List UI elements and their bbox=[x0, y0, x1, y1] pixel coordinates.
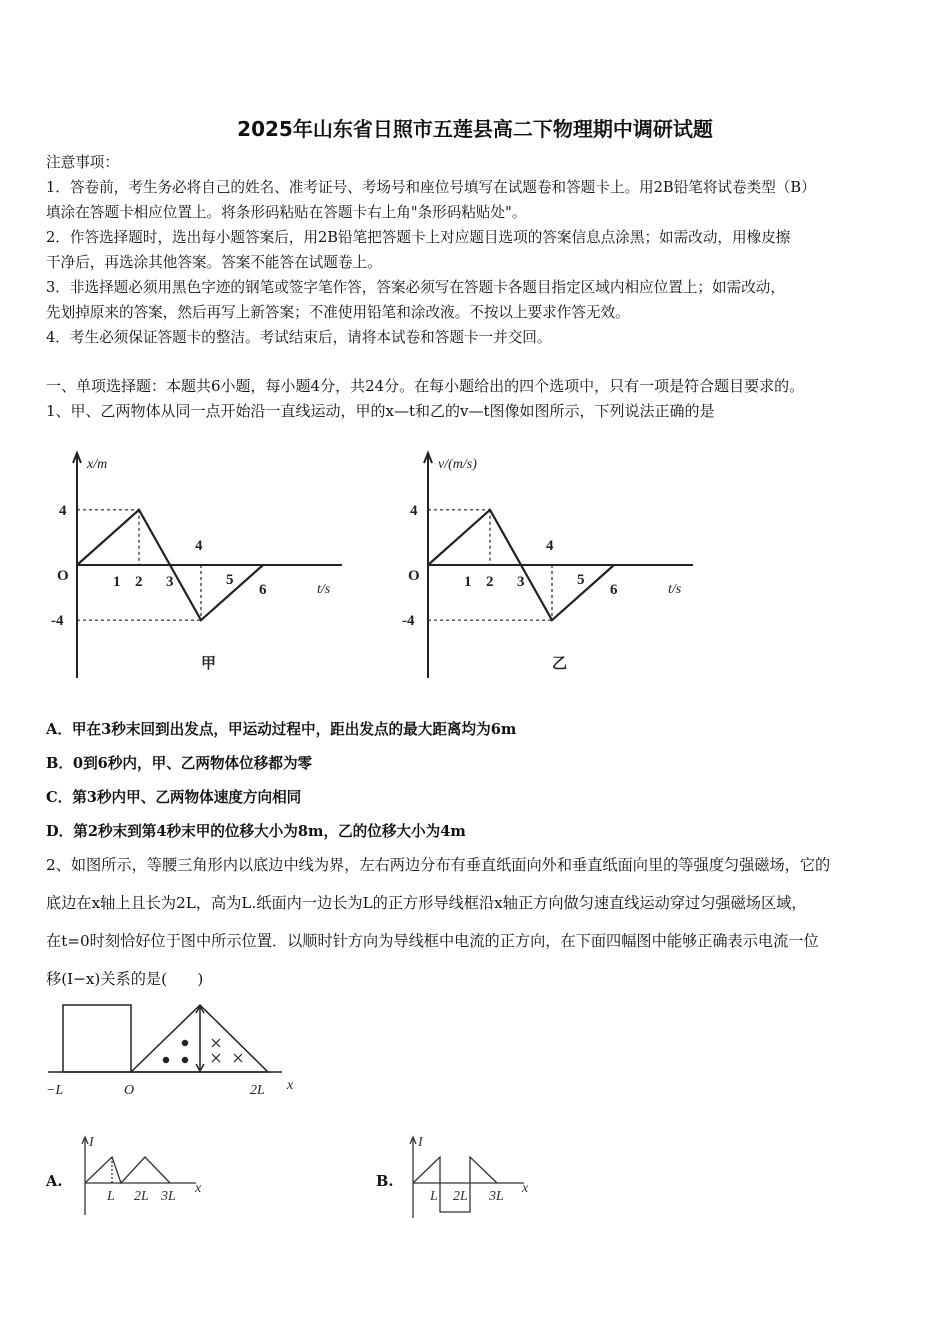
label-neg-l: −L bbox=[46, 1083, 64, 1098]
square-loop bbox=[63, 1005, 131, 1072]
x-tick-label: 4 bbox=[546, 538, 554, 554]
x-tick-label: 6 bbox=[259, 582, 267, 598]
axis-label-x: x bbox=[195, 1181, 202, 1196]
note-line: 填涂在答题卡相应位置上。将条形码粘贴在答题卡右上角"条形码粘贴处"。 bbox=[46, 204, 527, 221]
tick-label: L bbox=[107, 1189, 115, 1204]
choice-b-label: B. bbox=[376, 1173, 394, 1190]
current-curve bbox=[85, 1157, 170, 1183]
tick-label: 2L bbox=[453, 1189, 468, 1204]
question-2-line: 底边在x轴上且长为2L，高为L.纸面内一边长为L的正方形导线框沿x轴正方向做匀速直线运动穿过匀强磁场区域， bbox=[46, 894, 807, 912]
origin-label: O bbox=[57, 568, 69, 584]
x-tick-label: 2 bbox=[135, 574, 143, 590]
choice-a-label: A. bbox=[46, 1173, 63, 1190]
x-tick-label: 5 bbox=[226, 572, 234, 588]
y-tick-label: -4 bbox=[51, 613, 64, 630]
tick-label: 2L bbox=[134, 1189, 149, 1204]
graph-jia bbox=[51, 453, 342, 678]
note-line: 干净后，再选涂其他答案。答案不能答在试题卷上。 bbox=[46, 254, 382, 271]
y-tick-label: 4 bbox=[410, 502, 418, 519]
axis-label-i: I bbox=[89, 1135, 94, 1150]
x-axis-label: t/s bbox=[317, 582, 331, 597]
tick-label: L bbox=[430, 1189, 438, 1204]
x-axis-label: t/s bbox=[668, 582, 682, 597]
tick-label: 3L bbox=[489, 1189, 504, 1204]
label-x: x bbox=[287, 1078, 294, 1093]
question-2-line: 移(I−x)关系的是( ) bbox=[46, 970, 204, 988]
x-tick-label: 2 bbox=[486, 574, 494, 590]
label-origin: O bbox=[124, 1083, 135, 1098]
axis-label-i: I bbox=[418, 1135, 423, 1150]
section-heading: 一、单项选择题：本题共6小题，每小题4分，共24分。在每小题给出的四个选项中，只有一项是符合题目要求的。 bbox=[46, 377, 805, 395]
note-line: 先划掉原来的答案，然后再写上新答案；不准使用铅笔和涂改液。不按以上要求作答无效。 bbox=[46, 304, 630, 321]
y-tick-label: -4 bbox=[402, 613, 415, 630]
x-tick-label: 1 bbox=[113, 574, 121, 590]
notes-heading: 注意事项： bbox=[46, 154, 119, 171]
x-tick-label: 4 bbox=[195, 538, 203, 554]
tick-label: 3L bbox=[161, 1189, 176, 1204]
x-tick-label: 1 bbox=[464, 574, 472, 590]
x-tick-label: 3 bbox=[166, 574, 174, 590]
x-tick-label: 3 bbox=[517, 574, 525, 590]
option-d: D．第2秒末到第4秒末甲的位移大小为8m，乙的位移大小为4m bbox=[46, 823, 466, 840]
option-c: C．第3秒内甲、乙两物体速度方向相同 bbox=[46, 789, 302, 806]
x-tick-label: 6 bbox=[610, 582, 618, 598]
magnetic-field-figure bbox=[46, 1005, 294, 1098]
dot-out-icon bbox=[183, 1041, 188, 1046]
graph-name: 甲 bbox=[201, 656, 217, 672]
note-line: 2．作答选择题时，选出每小题答案后，用2B铅笔把答题卡上对应题目选项的答案信息点涂黑；如需改动，用橡皮擦 bbox=[46, 229, 791, 246]
graph-name: 乙 bbox=[552, 656, 568, 672]
y-tick-label: 4 bbox=[59, 502, 67, 519]
label-2l: 2L bbox=[250, 1083, 265, 1098]
question-2-line: 在t=0时刻恰好位于图中所示位置．以顺时针方向为导线框中电流的正方向，在下面四幅图中能够正确表示电流一位 bbox=[46, 932, 819, 950]
origin-label: O bbox=[408, 568, 420, 584]
question-1-stem: 1、甲、乙两物体从同一点开始沿一直线运动，甲的x—t和乙的v—t图像如图所示，下列说法正确的是 bbox=[46, 402, 715, 420]
note-line: 1．答卷前，考生务必将自己的姓名、准考证号、考场号和座位号填写在试题卷和答题卡上。用2B铅笔将试卷类型（B） bbox=[46, 179, 816, 196]
note-line: 4．考生必须保证答题卡的整洁。考试结束后，请将本试卷和答题卡一并交回。 bbox=[46, 329, 552, 346]
x-tick-label: 5 bbox=[577, 572, 585, 588]
choice-a-graph bbox=[82, 1135, 202, 1215]
option-a: A．甲在3秒末回到出发点，甲运动过程中，距出发点的最大距离均为6m bbox=[46, 721, 517, 738]
y-axis-label: x/m bbox=[87, 457, 108, 472]
option-b: B．0到6秒内，甲、乙两物体位移都为零 bbox=[46, 755, 313, 772]
choice-b-graph bbox=[410, 1135, 529, 1218]
graph-yi bbox=[402, 453, 693, 678]
y-axis-label: v/(m/s) bbox=[438, 457, 477, 472]
page-title: 2025年山东省日照市五莲县高二下物理期中调研试题 bbox=[237, 117, 713, 141]
dot-out-icon bbox=[164, 1058, 169, 1063]
question-2-line: 2、如图所示，等腰三角形内以底边中线为界，左右两边分布有垂直纸面向外和垂直纸面向里的等强度匀强磁场，它的 bbox=[46, 856, 831, 874]
note-line: 3．非选择题必须用黑色字迹的钢笔或签字笔作答，答案必须写在答题卡各题目指定区域内相应位置上；如需改动， bbox=[46, 279, 785, 296]
dot-out-icon bbox=[183, 1058, 188, 1063]
axis-label-x: x bbox=[522, 1181, 529, 1196]
